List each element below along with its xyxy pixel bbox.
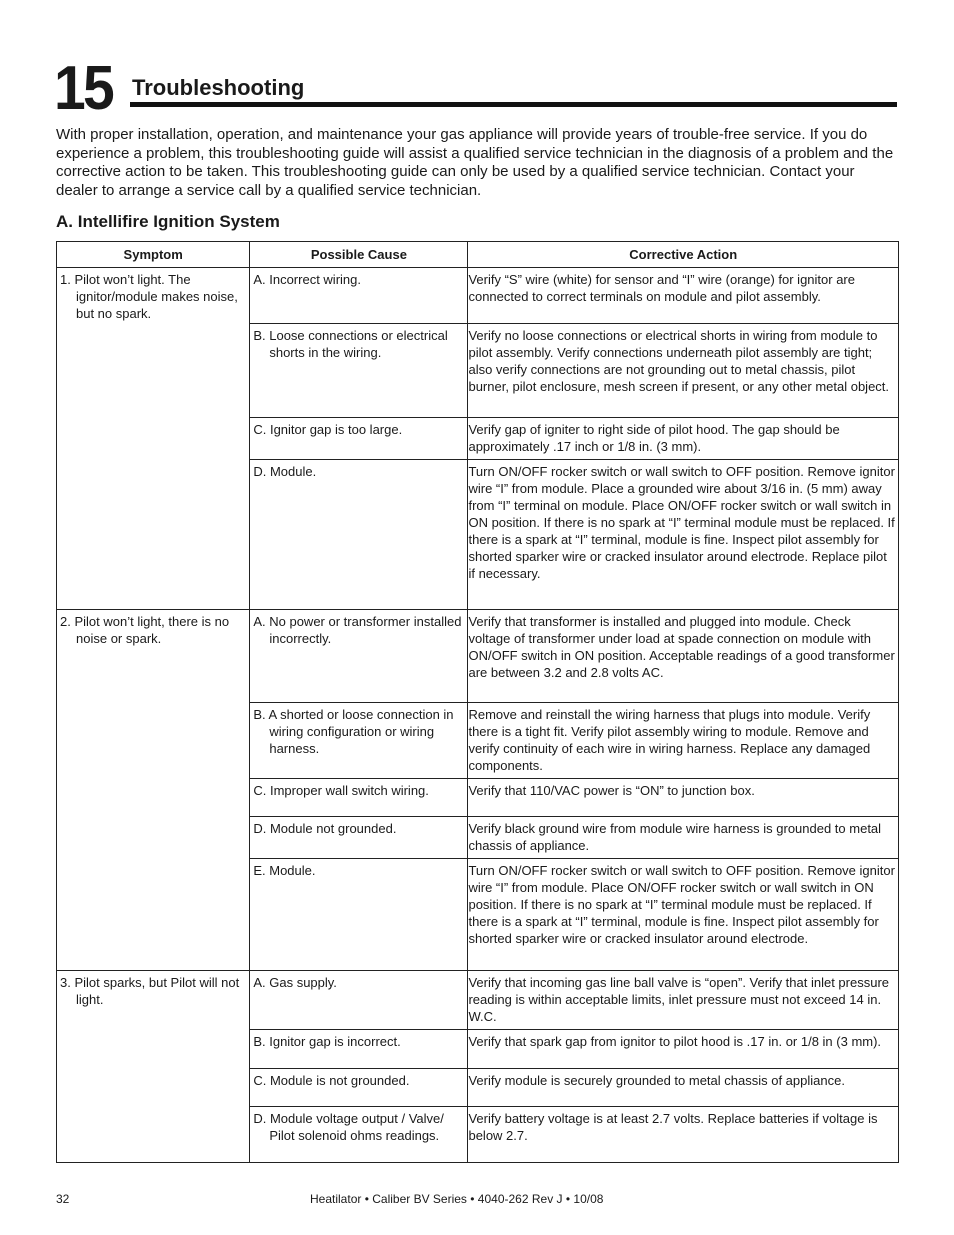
section-number: 15 (54, 54, 112, 123)
header-symptom: Symptom (57, 242, 250, 268)
cause-text: B. A shorted or loose connection in wiring configuration or wiring harness. (253, 707, 454, 756)
cause-cell (250, 1107, 468, 1163)
symptom-text: 2. Pilot won’t light, there is no noise or spark. (60, 614, 230, 646)
footer-info: Heatilator • Caliber BV Series • 4040-262 Rev J • 10/08 (310, 1192, 604, 1206)
header-possible-cause: Possible Cause (250, 242, 468, 268)
action-cell: Remove and reinstall the wiring harness that plugs into module. Verify there is a tight fit. Verify pilot assembly wiring to module. Remove and verify continuity of each wire in wiring harness. Replace any damaged components. (468, 703, 899, 779)
action-cell: Verify battery voltage is at least 2.7 volts. Replace batteries if voltage is below 2.7. (468, 1107, 899, 1163)
section-title: Troubleshooting (132, 75, 305, 100)
symptom-cell (57, 610, 250, 971)
action-cell: Verify that 110/VAC power is “ON” to junction box. (468, 779, 899, 817)
troubleshooting-table (56, 241, 899, 1163)
action-cell: Verify “S” wire (white) for sensor and “I” wire (orange) for ignitor are connected to correct terminals on module and pilot assembly. (468, 268, 899, 324)
subsection-title: A. Intellifire Ignition System (56, 212, 280, 231)
cause-text: C. Improper wall switch wiring. (253, 783, 429, 798)
header-corrective-action: Corrective Action (468, 242, 899, 268)
action-cell: Verify module is securely grounded to metal chassis of appliance. (468, 1069, 899, 1107)
cause-text: C. Module is not grounded. (253, 1073, 410, 1088)
cause-cell (250, 779, 468, 817)
action-cell: Turn ON/OFF rocker switch or wall switch to OFF position. Remove ignitor wire “I” from module. Place ON/OFF rocker switch or wall switch in ON position. If there is no spark at “I” terminal module must be replaced. If there is a spark at “I” terminal, module is fine. Inspect pilot assembly for shorted sparker wire or cracked insulator around electrode. (468, 859, 899, 971)
action-cell: Turn ON/OFF rocker switch or wall switch to OFF position. Remove ignitor wire “I” from module. Place a grounded wire about 3/16 in. (5 mm) away from “I” terminal on module. Place ON/OFF rocker switch or wall switch in ON position. If there is no spark at “I” terminal module must be replaced. If there is a spark at “I” terminal, module is fine. Inspect pilot assembly for shorted sparker wire or cracked insulator around electrode. Replace pilot if necessary. (468, 460, 899, 610)
cause-text: B. Loose connections or electrical shorts in the wiring. (253, 328, 448, 360)
cause-cell (250, 971, 468, 1030)
cause-cell (250, 1069, 468, 1107)
symptom-cell (57, 268, 250, 610)
cause-cell (250, 817, 468, 859)
cause-text: E. Module. (253, 863, 316, 878)
cause-text: D. Module not grounded. (253, 821, 397, 836)
action-cell: Verify that spark gap from ignitor to pilot hood is .17 in. or 1/8 in (3 mm). (468, 1030, 899, 1069)
cause-text: A. Gas supply. (253, 975, 337, 990)
cause-cell (250, 268, 468, 324)
cause-cell (250, 418, 468, 460)
table-row (57, 971, 899, 1030)
cause-cell (250, 324, 468, 418)
cause-cell (250, 460, 468, 610)
intro-paragraph: With proper installation, operation, and maintenance your gas appliance will provide years of trouble-free service. If you do experience a problem, this troubleshooting guide will assist a qualified service technician in the diagnosis of a problem and the corrective action to be taken. This troubleshooting guide can only be used by a qualified service technician. Contact your dealer to arrange a service call by a qualified service technician. (56, 126, 894, 200)
symptom-text: 3. Pilot sparks, but Pilot will not light. (60, 975, 240, 1007)
cause-cell (250, 1030, 468, 1069)
cause-cell (250, 859, 468, 971)
cause-cell (250, 610, 468, 703)
symptom-cell (57, 971, 250, 1163)
symptom-text: 1. Pilot won’t light. The ignitor/module makes noise, but no spark. (60, 272, 238, 321)
cause-text: C. Ignitor gap is too large. (253, 422, 403, 437)
page-number: 32 (56, 1192, 70, 1206)
action-cell: Verify gap of igniter to right side of pilot hood. The gap should be approximately .17 inch or 1/8 in. (3 mm). (468, 418, 899, 460)
action-cell: Verify black ground wire from module wire harness is grounded to metal chassis of appliance. (468, 817, 899, 859)
action-cell: Verify that incoming gas line ball valve is “open”. Verify that inlet pressure reading is within acceptable limits, inlet pressure must not exceed 14 in. W.C. (468, 971, 899, 1030)
section-rule (130, 102, 897, 107)
cause-text: B. Ignitor gap is incorrect. (253, 1034, 401, 1049)
table-header-row (57, 242, 899, 268)
action-cell: Verify no loose connections or electrical shorts in wiring from module to pilot assembly. Verify connections underneath pilot assembly are tight; also verify connections are not grounding out to metal chassis, pilot burner, pilot enclosure, mesh screen if present, or any other metal object. (468, 324, 899, 418)
table-row (57, 610, 899, 703)
cause-text: A. No power or transformer installed incorrectly. (253, 614, 462, 646)
cause-text: D. Module. (253, 464, 317, 479)
cause-text: A. Incorrect wiring. (253, 272, 361, 287)
cause-cell (250, 703, 468, 779)
cause-text: D. Module voltage output / Valve/ Pilot solenoid ohms readings. (253, 1111, 444, 1143)
table-row (57, 268, 899, 324)
action-cell: Verify that transformer is installed and plugged into module. Check voltage of transformer under load at spade connection on module with ON/OFF switch in ON position. Acceptable readings of a good transformer are between 3.2 and 2.8 volts AC. (468, 610, 899, 703)
